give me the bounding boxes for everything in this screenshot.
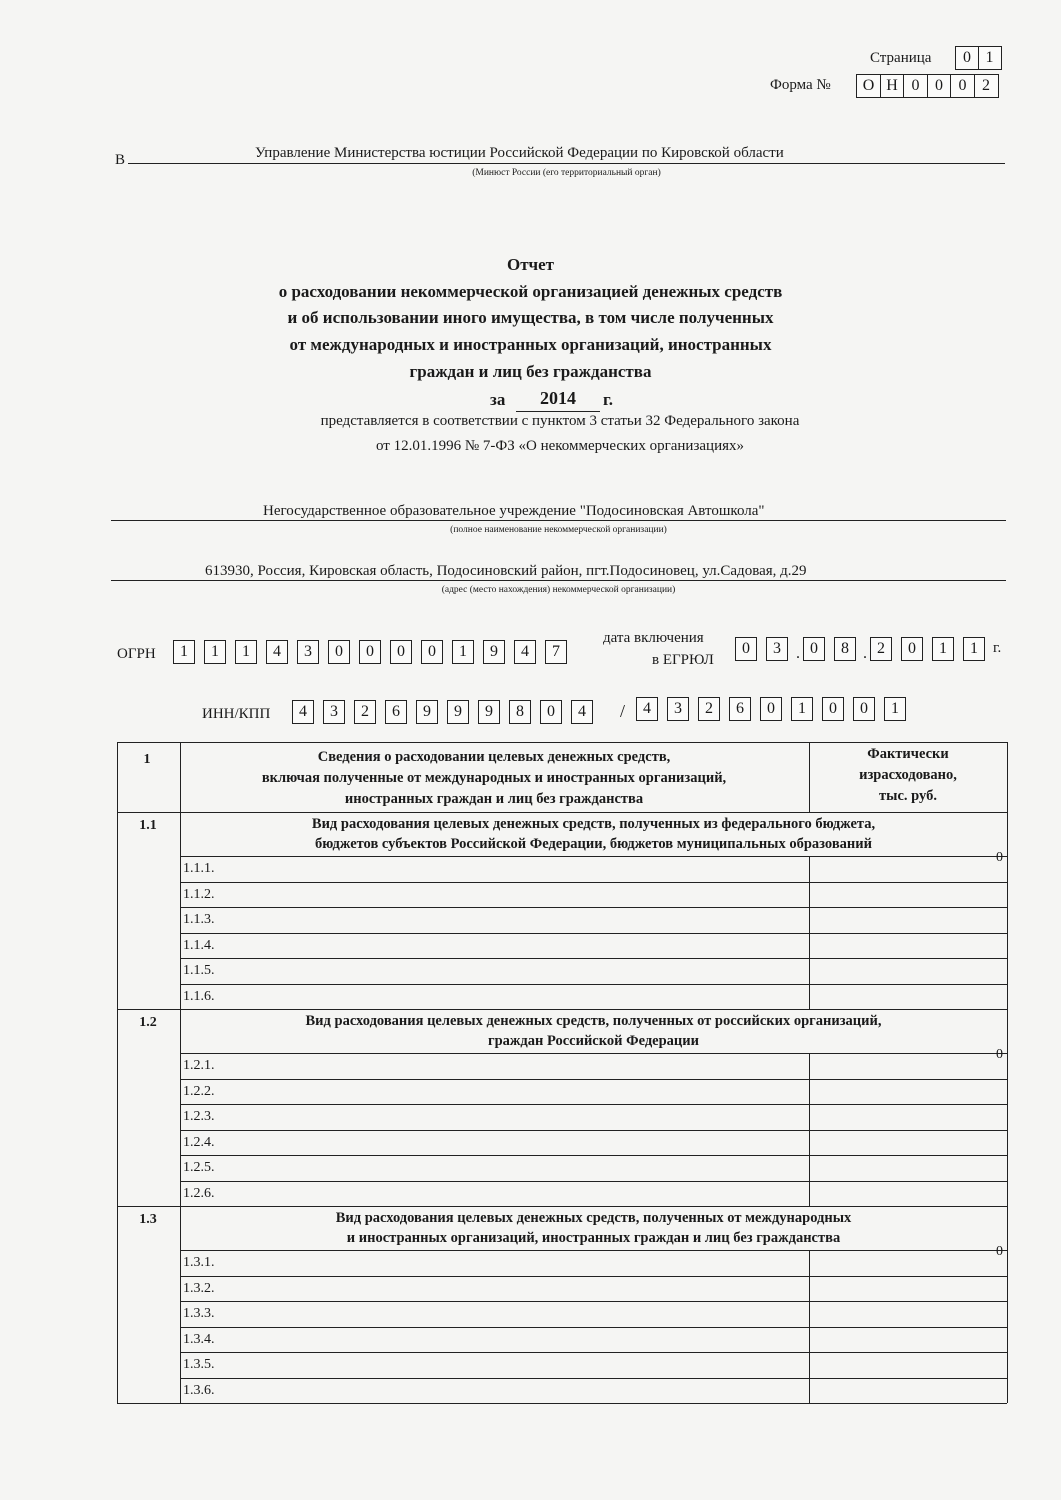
form-digit-box: О: [856, 74, 881, 98]
report-title: Отчет: [506, 255, 555, 274]
table-border-left: [117, 742, 118, 1403]
org-name: Негосударственное образовательное учреждение "Подосиновская Автошкола": [263, 503, 765, 519]
ogrn-digit-box: 3: [297, 640, 319, 664]
table-row-rule: [180, 1327, 1007, 1328]
ogrn-digit-box: 4: [514, 640, 536, 664]
table-row-amount: 0: [996, 850, 1003, 865]
ogrn-digit-box: 7: [545, 640, 567, 664]
section-title: [180, 1208, 1007, 1248]
inn-digit-box: 9: [416, 700, 438, 724]
inn-digit-box: 3: [323, 700, 345, 724]
section-title-rule: [180, 1053, 1007, 1054]
ogrn-digit-box: 0: [390, 640, 412, 664]
org-address: 613930, Россия, Кировская область, Подосиновский район, пгт.Подосиновец, ул.Садовая, д.29: [205, 563, 807, 579]
table-row-label: 1.3.4.: [183, 1331, 215, 1347]
inn-digit-box: 4: [571, 700, 593, 724]
ogrn-digit-box: 1: [452, 640, 474, 664]
table-row-label: 1.2.2.: [183, 1083, 215, 1099]
org-address-underline: [111, 580, 1006, 581]
table-row-rule: [180, 1104, 1007, 1105]
table-head-amount-line: тыс. руб.: [879, 788, 937, 804]
table-row-rule: [180, 882, 1007, 883]
basis-line2: от 12.01.1996 № 7-ФЗ «О некоммерческих организациях»: [375, 438, 744, 454]
inn-digit-box: 0: [540, 700, 562, 724]
kpp-digit-box: 0: [822, 697, 844, 721]
table-row-label: 1.1.1.: [183, 861, 215, 876]
table-head-title: [180, 747, 808, 810]
table-row-label: 1.3.2.: [183, 1280, 215, 1296]
table-row-rule: [180, 1130, 1007, 1131]
egrul-year-box: 1: [963, 637, 985, 661]
table-row-rule: [180, 984, 1007, 985]
section-title-rule: [180, 1250, 1007, 1251]
table-head-amount-line: израсходовано,: [859, 767, 957, 783]
section-title-line: бюджетов субъектов Российской Федерации, бюджетов муниципальных образований: [315, 836, 872, 852]
section-number: 1.1: [139, 818, 157, 833]
org-name-caption: (полное наименование некоммерческой организации): [450, 525, 667, 535]
form-label: Форма №: [770, 77, 831, 93]
table-row-label: 1.1.4.: [183, 937, 215, 953]
basis-line1: представляется в соответствии с пунктом 3 статьи 32 Федерального закона: [320, 413, 800, 429]
table-row-rule: [180, 1352, 1007, 1353]
year-suffix: г.: [603, 390, 614, 409]
table-row-rule: [180, 1155, 1007, 1156]
table-row-amount: 0: [996, 1244, 1003, 1259]
table-row-label: 1.1.6.: [183, 988, 215, 1004]
date-dot-separator: .: [796, 645, 800, 662]
kpp-digit-box: 3: [667, 697, 689, 721]
amount-column-rule: [809, 856, 810, 1009]
report-title-line3: и об использовании иного имущества, в том числе полученных: [287, 308, 774, 327]
ogrn-label: ОГРН: [117, 646, 156, 662]
egrul-month-box: 8: [834, 637, 856, 661]
table-row-label: 1.2.3.: [183, 1109, 215, 1124]
table-border-right: [1007, 742, 1008, 1403]
table-row-rule: [180, 1276, 1007, 1277]
table-row-label: 1.3.1.: [183, 1255, 215, 1270]
table-row-label: 1.1.3.: [183, 912, 215, 927]
org-name-underline: [111, 520, 1006, 521]
table-head-number: 1: [143, 752, 151, 767]
inn-kpp-label: ИНН/КПП: [202, 706, 271, 722]
table-row-rule: [180, 1378, 1007, 1379]
amount-column-rule: [809, 1053, 810, 1206]
section-title-line: Вид расходования целевых денежных средств, полученных от международных: [335, 1210, 852, 1226]
inn-digit-box: 9: [478, 700, 500, 724]
table-column-rule: [809, 742, 810, 812]
section-number: 1.3: [139, 1212, 157, 1227]
table-row-label: 1.2.5.: [183, 1160, 215, 1175]
ogrn-digit-box: 0: [359, 640, 381, 664]
table-head-title-line: Сведения о расходовании целевых денежных средств,: [317, 749, 671, 765]
section-title-rule: [180, 856, 1007, 857]
ogrn-digit-box: 1: [204, 640, 226, 664]
table-row-amount: 0: [996, 1047, 1003, 1062]
recipient-name: Управление Министерства юстиции Российской Федерации по Кировской области: [255, 145, 784, 161]
egrul-date-suffix: г.: [993, 640, 1002, 656]
form-digit-box: 0: [927, 74, 952, 98]
recipient-underline: [128, 163, 1005, 164]
egrul-date-label2: в ЕГРЮЛ: [652, 652, 714, 668]
table-row-label: 1.3.5.: [183, 1357, 215, 1372]
form-digit-box: 0: [950, 74, 975, 98]
form-digit-box: 2: [974, 74, 999, 98]
kpp-digit-box: 1: [884, 697, 906, 721]
egrul-year-box: 0: [901, 637, 923, 661]
table-head-amount-line: Фактически: [867, 746, 949, 762]
table-column-rule: [180, 742, 181, 812]
section-bottom-rule: [117, 1009, 1007, 1010]
ogrn-digit-box: 0: [328, 640, 350, 664]
report-year: 2014: [540, 388, 576, 408]
section-title-line: граждан Российской Федерации: [488, 1033, 699, 1049]
table-row-label: 1.1.2.: [183, 886, 215, 902]
section-bottom-rule: [117, 1403, 1007, 1404]
table-row-label: 1.3.3.: [183, 1306, 215, 1321]
report-title-line5: граждан и лиц без гражданства: [409, 362, 652, 381]
section-title-line: Вид расходования целевых денежных средств, полученных от российских организаций,: [305, 1013, 882, 1029]
ogrn-digit-box: 1: [173, 640, 195, 664]
egrul-day-box: 0: [735, 637, 757, 661]
table-row-label: 1.2.1.: [183, 1058, 215, 1073]
inn-digit-box: 8: [509, 700, 531, 724]
egrul-year-box: 1: [932, 637, 954, 661]
table-row-label: 1.2.4.: [183, 1134, 215, 1150]
inn-digit-box: 6: [385, 700, 407, 724]
ogrn-digit-box: 0: [421, 640, 443, 664]
kpp-digit-box: 2: [698, 697, 720, 721]
table-row-label: 1.3.6.: [183, 1382, 215, 1398]
table-row-rule: [180, 933, 1007, 934]
page-digit-box: 0: [955, 46, 979, 70]
section-number-column-rule: [180, 1206, 181, 1403]
table-row-label: 1.2.6.: [183, 1185, 215, 1201]
section-title-line: и иностранных организаций, иностранных граждан и лиц без гражданства: [346, 1230, 841, 1246]
date-dot-separator: .: [863, 645, 867, 662]
table-row-rule: [180, 1181, 1007, 1182]
kpp-digit-box: 0: [853, 697, 875, 721]
org-address-caption: (адрес (место нахождения) некоммерческой организации): [441, 585, 676, 595]
ogrn-digit-box: 9: [483, 640, 505, 664]
report-title-line4: от международных и иностранных организаций, иностранных: [289, 335, 772, 354]
recipient-caption: (Минюст России (его территориальный орган): [472, 168, 661, 178]
amount-column-rule: [809, 1250, 810, 1403]
section-title-line: Вид расходования целевых денежных средств, полученных из федерального бюджета,: [311, 816, 876, 832]
report-title-line2: о расходовании некоммерческой организацией денежных средств: [278, 282, 783, 301]
inn-digit-box: 4: [292, 700, 314, 724]
table-row-rule: [180, 1301, 1007, 1302]
section-number: 1.2: [139, 1015, 157, 1030]
section-bottom-rule: [117, 1206, 1007, 1207]
section-number-column-rule: [180, 1009, 181, 1206]
ogrn-digit-box: 1: [235, 640, 257, 664]
table-border: [117, 742, 1007, 743]
inn-digit-box: 2: [354, 700, 376, 724]
table-head-title-line: иностранных граждан и лиц без гражданства: [344, 791, 644, 807]
page-label: Страница: [870, 50, 932, 66]
table-head-title-line: включая полученные от международных и иностранных организаций,: [261, 770, 727, 786]
kpp-digit-box: 4: [636, 697, 658, 721]
egrul-month-box: 0: [803, 637, 825, 661]
egrul-date-label: дата включения: [603, 630, 704, 646]
table-row-rule: [180, 958, 1007, 959]
page-digit-box: 1: [978, 46, 1002, 70]
year-prefix: за: [490, 390, 506, 409]
kpp-digit-box: 6: [729, 697, 751, 721]
section-title: [180, 1011, 1007, 1051]
inn-digit-box: 9: [447, 700, 469, 724]
table-row-rule: [180, 1079, 1007, 1080]
recipient-prefix: В: [115, 152, 126, 168]
form-digit-box: 0: [903, 74, 928, 98]
year-underline: [516, 411, 600, 412]
egrul-year-box: 2: [870, 637, 892, 661]
kpp-digit-box: 0: [760, 697, 782, 721]
egrul-day-box: 3: [766, 637, 788, 661]
kpp-digit-box: 1: [791, 697, 813, 721]
table-rule: [117, 812, 1007, 813]
table-row-rule: [180, 907, 1007, 908]
section-number-column-rule: [180, 812, 181, 1009]
inn-kpp-separator: /: [620, 701, 626, 721]
form-digit-box: Н: [880, 74, 905, 98]
table-row-label: 1.1.5.: [183, 963, 215, 978]
table-head-amount: [810, 744, 1006, 807]
ogrn-digit-box: 4: [266, 640, 288, 664]
section-title: [180, 814, 1007, 854]
